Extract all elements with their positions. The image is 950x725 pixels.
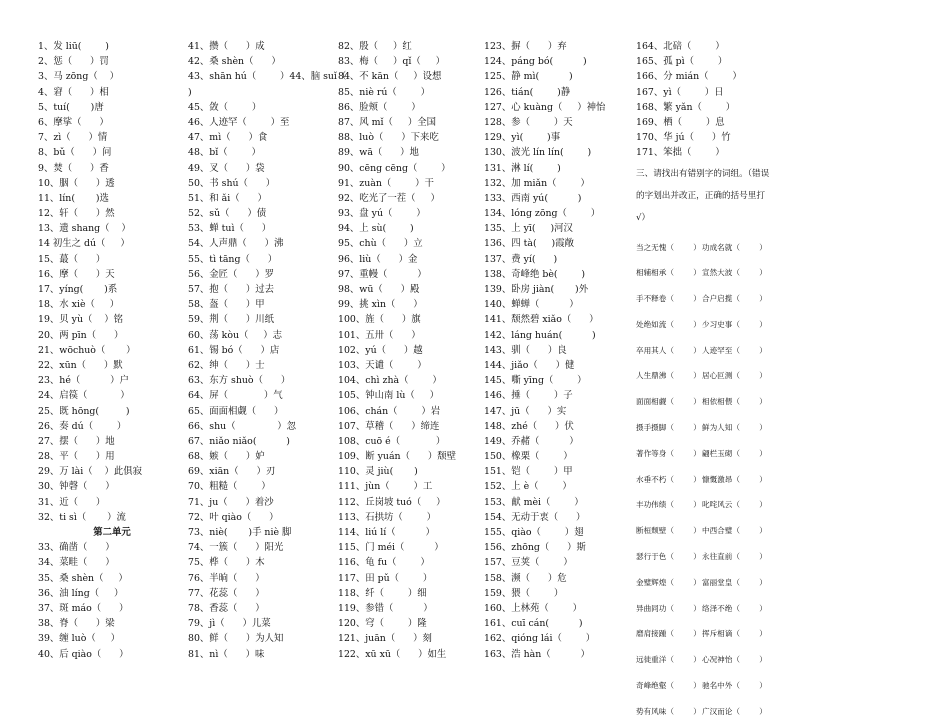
question-item: 126、tián( )静 — [484, 86, 571, 98]
question-item: 29、万 lài（ ）此俱寂 — [38, 466, 143, 478]
question-item: 117、田 pǔ（ ） — [338, 572, 433, 584]
question-item: 154、无动于衷（ ） — [484, 511, 586, 523]
question-item: 89、wā（ ）地 — [338, 147, 419, 159]
column-2 — [188, 39, 347, 662]
question-item: 79、jì（ ）儿菜 — [188, 618, 271, 630]
question-item: 77、花蕊（ ） — [188, 587, 265, 599]
question-item: 32、ti sì（ ）流 — [38, 511, 126, 523]
question-item: 18、水 xiè（ ） — [38, 299, 120, 311]
idiom-right: 翩栏玉砌（ ） — [702, 448, 767, 458]
question-item: 153、献 mèi（ ） — [484, 496, 584, 508]
idiom-right: 永往直前（ ） — [702, 552, 767, 562]
question-item: 98、wū（ ）殿 — [338, 284, 420, 295]
question-item: 34、菜畦（ ） — [38, 557, 115, 569]
idiom-right: 功成名就（ ） — [702, 242, 767, 252]
idiom-right: 挥斥相谪（ ） — [702, 629, 767, 639]
question-item: 26、奏 dú（ ） — [38, 420, 127, 432]
question-item: 122、xū xū（ ）如生 — [338, 648, 447, 660]
idiom-pair-row — [636, 363, 776, 389]
question-item: 160、上林苑（ ） — [484, 602, 582, 614]
question-item: 139、卧房 jiàn( )外 — [484, 284, 589, 295]
idiom-pair-row — [636, 544, 776, 570]
idiom-pair-row — [636, 596, 776, 622]
question-item: 166、分 mián（ ） — [636, 71, 742, 83]
idiom-right: 慷慨激昂（ ） — [702, 474, 767, 484]
idiom-pair-row — [636, 389, 776, 415]
question-item: 51、和 ǎi（ ） — [188, 192, 267, 204]
question-item: 93、盘 yú（ ） — [338, 208, 426, 220]
question-item: 141、颓然碧 xiǎo（ ） — [484, 314, 599, 326]
question-item: 118、纤（ ）细 — [338, 587, 427, 599]
question-item: 47、mì（ ）食 — [188, 132, 268, 144]
idiom-left: 面面相觑（ ） — [636, 397, 701, 407]
question-item: 48、bǐ（ ） — [188, 147, 261, 159]
idiom-left: 磨肩接踵（ ） — [636, 629, 701, 639]
question-item: 170、华 jú（ ）竹 — [636, 132, 731, 144]
question-item: 95、chù（ ）立 — [338, 238, 423, 250]
question-item: 40、后 qiào（ ） — [38, 648, 129, 660]
column-4 — [484, 39, 632, 662]
question-item: 6、摩挲（ ） — [38, 116, 109, 128]
question-item: 65、面面相觑（ ） — [188, 405, 284, 417]
question-item: 143、驯（ ）良 — [484, 344, 567, 356]
question-item: 131、淋 lí( ) — [484, 162, 561, 174]
question-item: 73、niè( )手 niè 脚 — [188, 527, 292, 538]
column-1 — [38, 39, 186, 662]
question-item: 120、穹（ ）隆 — [338, 618, 427, 630]
question-item: 157、豆荚（ ） — [484, 557, 573, 569]
question-item: 92、吃光了一茬（ ） — [338, 192, 440, 204]
idiom-pair-row — [636, 312, 776, 338]
idiom-pair-row — [636, 518, 776, 544]
question-item: 85、niè rú（ ） — [338, 86, 430, 98]
question-item: 128、参（ ）天 — [484, 116, 573, 128]
idiom-right: 少习史事（ ） — [702, 319, 767, 329]
idiom-left: 当之无愧（ ） — [636, 242, 701, 252]
question-item: 43、shān hú（ ）44、脑 suǐ（ — [188, 71, 347, 83]
question-item: 27、摆（ ）地 — [38, 435, 115, 447]
question-item: 142、láng huán( ) — [484, 329, 596, 341]
question-item: 159、猥（ ） — [484, 587, 564, 599]
question-item: 111、jùn（ ）工 — [338, 481, 433, 493]
question-item: 132、加 miǎn（ ） — [484, 177, 590, 189]
question-item: 46、人迹罕（ ）至 — [188, 116, 290, 128]
idiom-left: 手不释卷（ ） — [636, 294, 701, 304]
question-item: 110、灵 jiù( ) — [338, 466, 418, 478]
question-item: 28、平（ ）用 — [38, 451, 115, 463]
question-item: 81、nì（ ）味 — [188, 648, 265, 660]
question-item: 55、tì tāng（ ） — [188, 253, 278, 265]
question-item: 140、蝉蝉（ ） — [484, 299, 579, 311]
question-item: 82、殷（ ）红 — [338, 41, 412, 52]
idiom-left: 相辅相承（ ） — [636, 268, 701, 278]
question-item: 144、jiǎo（ ）健 — [484, 359, 575, 371]
question-item: 13、遗 shang（ ） — [38, 223, 131, 235]
idiom-pairs — [636, 235, 776, 725]
idiom-pair-row — [636, 260, 776, 286]
question-item: 36、油 líng（ ） — [38, 587, 124, 599]
question-item: 107、草稽（ ）缔连 — [338, 420, 440, 432]
idiom-left: 奇峰绝壑（ ） — [636, 681, 701, 691]
question-item: 62、绅（ ）士 — [188, 359, 265, 371]
question-item: 88、luò（ ）下来吃 — [338, 132, 439, 144]
question-item: 86、脸颊（ ） — [338, 101, 421, 113]
idiom-right: 络泽不绝（ ） — [702, 603, 767, 613]
question-item: 164、北碚（ ） — [636, 41, 725, 52]
question-item: 72、叶 qiào（ ） — [188, 511, 279, 523]
question-item: 94、上 sù( ) — [338, 223, 414, 235]
question-item: 84、不 kān（ ）设想 — [338, 71, 442, 83]
question-item: 71、ju（ ）着沙 — [188, 496, 274, 508]
idiom-left: 摄手摄脚（ ） — [636, 423, 701, 433]
question-item: 69、xiān（ ）刃 — [188, 466, 276, 478]
question-item: 76、半晌（ ） — [188, 572, 265, 584]
idiom-right: 鲜为人知（ ） — [702, 423, 767, 433]
question-item: 124、páng bó( ) — [484, 56, 587, 68]
question-item: 169、栖（ ）息 — [636, 116, 725, 128]
idiom-pair-row — [636, 492, 776, 518]
question-item: 58、盔（ ）甲 — [188, 299, 265, 311]
part3-instruction: 三、请找出有错别字的词组。（错误的字划出并改正，正确的括号里打 √） — [636, 168, 770, 223]
question-item: 64、屏（ ）气 — [188, 390, 283, 402]
question-item: 112、丘岗坡 tuó（ ） — [338, 496, 446, 508]
question-item: 5、tuí( )唐 — [38, 101, 104, 113]
question-item: 14 初生之 dú（ ） — [38, 238, 130, 250]
question-item: 135、上 yī( )河汉 — [484, 223, 573, 235]
question-item: 165、孤 pì（ ） — [636, 56, 728, 68]
question-item: 50、书 shú（ ） — [188, 177, 276, 189]
question-item: 103、天谴（ ） — [338, 359, 427, 371]
question-item: 37、斑 máo（ ） — [38, 602, 129, 614]
idiom-pair-row — [636, 621, 776, 647]
question-item: 106、chán（ ）岩 — [338, 405, 441, 417]
question-item: 109、断 yuán（ ）颓壁 — [338, 451, 456, 463]
idiom-right: 富丽堂皇（ ） — [702, 577, 767, 587]
idiom-left: 异曲同功（ ） — [636, 603, 701, 613]
idiom-pair-row — [636, 699, 776, 725]
question-item: 9、焚（ ）香 — [38, 162, 109, 174]
question-item: 114、liú lí（ ） — [338, 527, 435, 538]
question-item: 100、旌（ ）旗 — [338, 314, 421, 326]
question-item: 127、心 kuàng（ ）神怡 — [484, 101, 606, 113]
idiom-pair-row — [636, 338, 776, 364]
question-item: 4、窘（ ）相 — [38, 86, 109, 98]
question-item: 151、铠（ ）甲 — [484, 466, 573, 478]
question-item: 59、荆（ ）川纸 — [188, 314, 275, 326]
question-item: 38、脊（ ）梁 — [38, 618, 115, 630]
idiom-right: 驰名中外（ ） — [702, 681, 767, 691]
question-item: 10、胭（ ）透 — [38, 177, 115, 189]
question-item: 162、qióng lái（ ） — [484, 633, 596, 645]
question-item: 80、鲜（ ）为人知 — [188, 633, 284, 645]
question-item: 30、钟磬（ ） — [38, 481, 115, 493]
question-item: 97、重幔（ ） — [338, 268, 427, 280]
question-item: 167、yì（ ）日 — [636, 86, 724, 98]
question-item: 54、人声鼎（ ）沸 — [188, 238, 284, 250]
question-item: 133、西南 yú( ) — [484, 192, 582, 204]
question-item: 70、粗糙（ ） — [188, 481, 271, 493]
question-item: 17、yíng( )系 — [38, 284, 118, 295]
question-item: 130、波光 lín lín( ) — [484, 147, 592, 159]
idiom-pair-row — [636, 467, 776, 493]
idiom-right: 人迹罕至（ ） — [702, 345, 767, 355]
question-item: 149、乔赭（ ） — [484, 435, 579, 447]
question-item: 67、niǎo niǎo( ) — [188, 435, 290, 447]
question-item: 68、嫉（ ）妒 — [188, 451, 265, 463]
idiom-right: 广汉而论（ ） — [702, 706, 767, 716]
question-item: 123、摒（ ）弃 — [484, 41, 567, 52]
question-item: 119、参错（ ） — [338, 602, 433, 614]
question-item: 78、香蕊（ ） — [188, 602, 265, 614]
question-item: 101、五卅（ ） — [338, 329, 421, 341]
question-item: 49、叉（ ）袋 — [188, 162, 265, 174]
question-item: 24、启篌（ ） — [38, 390, 130, 402]
question-item: 147、jū（ ）实 — [484, 405, 567, 417]
question-item: 168、繁 yǎn（ ） — [636, 101, 736, 113]
question-item: 150、橡栗（ ） — [484, 451, 573, 463]
idiom-left: 远徙重洋（ ） — [636, 655, 701, 665]
question-item: 129、yì( )事 — [484, 132, 561, 144]
idiom-left: 处绝如流（ ） — [636, 319, 701, 329]
idiom-left: 丰功伟绩（ ） — [636, 500, 701, 510]
idiom-left: 势有风味（ ） — [636, 706, 701, 716]
idiom-pair-row — [636, 415, 776, 441]
question-item: 22、xūn（ ）默 — [38, 359, 123, 371]
question-item: 1、发 liū( ) — [38, 41, 109, 52]
question-item: 23、hé（ ）户 — [38, 375, 129, 387]
idiom-pair-row — [636, 673, 776, 699]
idiom-pair-row — [636, 235, 776, 261]
question-item: 145、嘶 yīng（ ） — [484, 375, 587, 387]
question-item: 52、sǔ（ ）债 — [188, 208, 267, 220]
question-item: 7、zì（ ）情 — [38, 132, 108, 144]
question-item: 91、zuàn（ ）干 — [338, 177, 434, 189]
idiom-right: 合户启揽（ ） — [702, 294, 767, 304]
question-item: 99、挑 xìn（ ） — [338, 299, 423, 311]
question-item: 63、东方 shuò（ ） — [188, 375, 291, 387]
question-item: 19、贝 yù（ ）铭 — [38, 314, 124, 326]
question-item: 45、敛（ ） — [188, 101, 262, 113]
question-item: 105、钟山南 lù（ ） — [338, 390, 440, 402]
idiom-left: 水垂不朽（ ） — [636, 474, 701, 484]
question-item: 33、确凿（ ） — [38, 542, 115, 554]
question-item: 15、蕞（ ） — [38, 253, 106, 265]
question-item: 53、蝉 tuì（ ） — [188, 223, 272, 235]
question-item: 163、浩 hàn（ ） — [484, 648, 590, 660]
question-item: 42、桑 shèn（ ） — [188, 56, 281, 68]
question-item: 161、cuī cán( ) — [484, 618, 583, 630]
idiom-pair-row — [636, 441, 776, 467]
question-item: 2、惩（ ）罚 — [38, 56, 109, 68]
question-item: 148、zhé（ ）伏 — [484, 420, 574, 432]
question-item: 90、cēng cēng（ ） — [338, 162, 451, 174]
idiom-right: 相依相偎（ ） — [702, 397, 767, 407]
question-item: 3、马 zōng（ ） — [38, 71, 119, 83]
idiom-pair-row — [636, 647, 776, 673]
section-title: 第二单元 — [93, 527, 131, 538]
question-item: 115、门 méi（ ） — [338, 542, 444, 554]
question-item: 25、既 hōng( ) — [38, 405, 130, 417]
question-item: 156、zhōng（ ）斯 — [484, 542, 586, 554]
question-item: 31、近（ ） — [38, 496, 106, 508]
question-item: 171、笨拙（ ） — [636, 147, 725, 159]
question-item: 138、奇峰绝 bè( ) — [484, 268, 586, 280]
question-item: 57、抱（ ）过去 — [188, 284, 275, 295]
question-item: 87、风 mǐ（ ）全国 — [338, 116, 436, 128]
question-item: 104、chì zhà（ ） — [338, 375, 442, 387]
question-item: 11、lín( )选 — [38, 192, 109, 204]
question-item: 21、wōchuò（ ） — [38, 344, 136, 356]
idiom-left: 断桓颓壁（ ） — [636, 526, 701, 536]
idiom-right: 叱咤风云（ ） — [702, 500, 767, 510]
question-item: 158、濒（ ）危 — [484, 572, 567, 584]
question-item: 12、轩（ ）然 — [38, 208, 115, 220]
question-item: 41、攒（ ）成 — [188, 41, 265, 52]
idiom-left: 瑟行于色（ ） — [636, 552, 701, 562]
question-item: 74、一簇（ ）阳光 — [188, 542, 284, 554]
question-item: 35、桑 shèn（ ） — [38, 572, 128, 584]
question-item: 56、金匠（ ）罗 — [188, 268, 275, 280]
question-item: 20、两 pīn（ ） — [38, 329, 124, 341]
question-item: 113、石拱坊（ ） — [338, 511, 436, 523]
question-item: 8、bǔ（ ）问 — [38, 147, 112, 159]
question-item: 96、liù（ ）金 — [338, 253, 418, 265]
question-item: 155、qiào（ ）翅 — [484, 527, 584, 538]
idiom-pair-row — [636, 286, 776, 312]
question-item: 39、缠 luò（ ） — [38, 633, 120, 645]
idiom-left: 金璧辉煌（ ） — [636, 577, 701, 587]
idiom-left: 人生鼎沸（ ） — [636, 371, 701, 381]
idiom-left: 著作等身（ ） — [636, 448, 701, 458]
question-item: ) — [188, 86, 192, 98]
column-3 — [338, 39, 486, 662]
question-item: 116、龟 fu（ ） — [338, 557, 430, 569]
question-item: 108、cuō é（ ） — [338, 435, 446, 447]
question-item: 136、四 tà( )霞敞 — [484, 238, 574, 250]
idiom-right: 宣然大波（ ） — [702, 268, 767, 278]
column-5 — [636, 39, 776, 725]
idiom-pair-row — [636, 570, 776, 596]
question-item: 125、静 mì( ) — [484, 71, 573, 83]
question-item: 16、摩（ ）天 — [38, 268, 115, 280]
question-item: 60、荡 kòu（ ）志 — [188, 329, 283, 341]
question-item: 146、捶（ ）子 — [484, 390, 573, 402]
idiom-left: 卒用其人（ ） — [636, 345, 701, 355]
question-item: 75、桦（ ）木 — [188, 557, 265, 569]
idiom-right: 中西合璧（ ） — [702, 526, 767, 536]
question-item: 152、上 è（ ） — [484, 481, 572, 493]
question-item: 134、lóng zōng（ ） — [484, 208, 601, 220]
question-item: 83、梅（ ）qǐ（ ） — [338, 56, 445, 68]
idiom-right: 居心叵测（ ） — [702, 371, 767, 381]
question-item: 137、费 yí( ) — [484, 253, 558, 265]
idiom-right: 心况神怡（ ） — [702, 655, 767, 665]
question-item: 66、shu（ ）忽 — [188, 420, 297, 432]
question-item: 102、yú（ ）越 — [338, 344, 423, 356]
question-item: 121、juān（ ）刻 — [338, 633, 432, 645]
question-item: 61、锡 bó（ ）店 — [188, 344, 280, 356]
